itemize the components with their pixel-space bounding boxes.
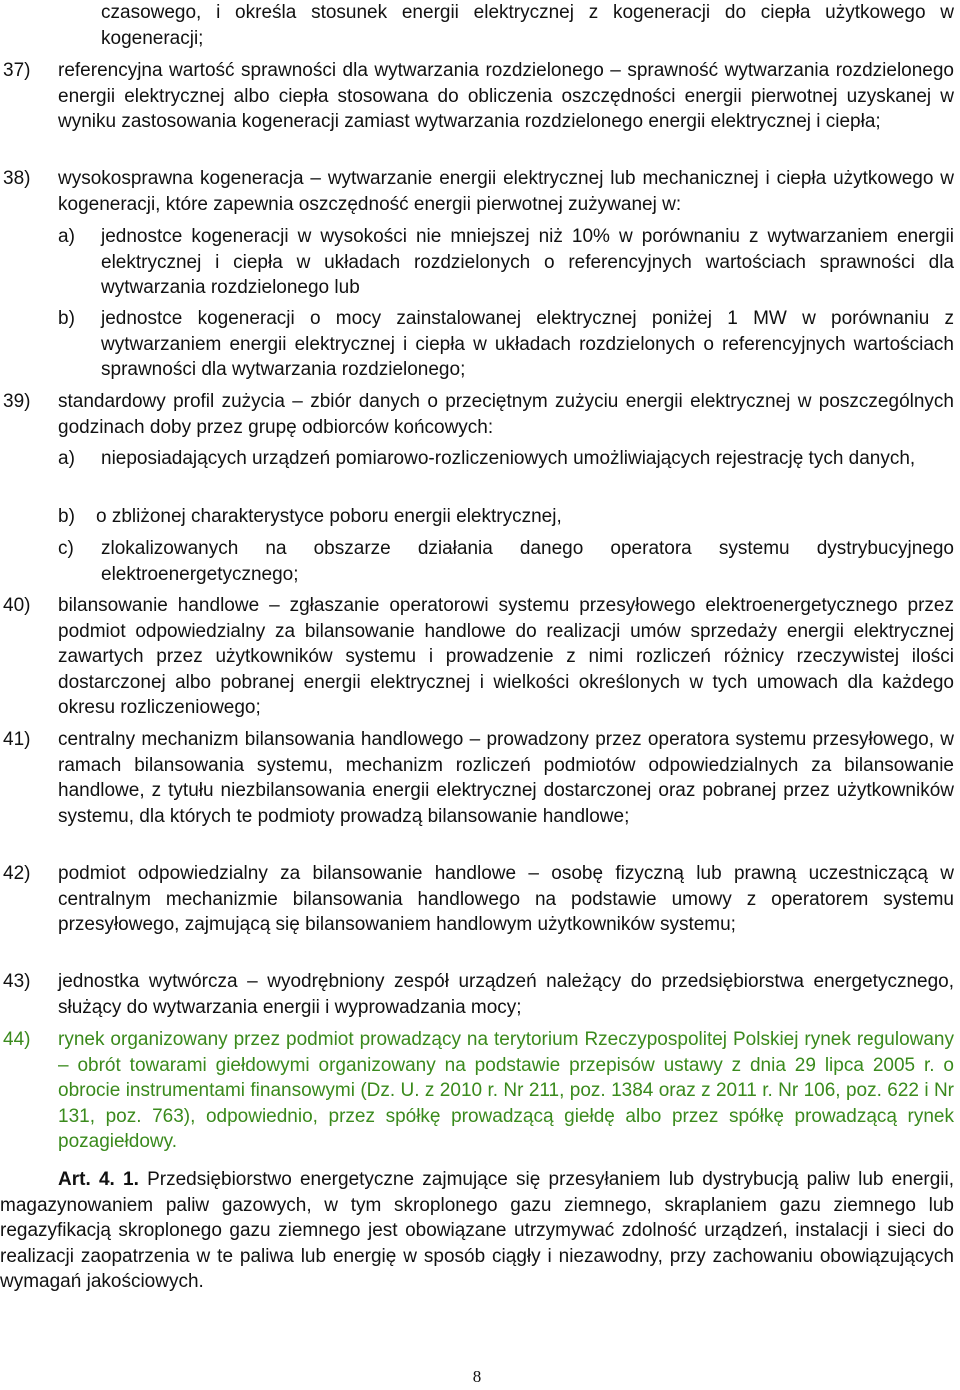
definition-item-44 (0, 1027, 954, 1155)
sub-item-letter: a) (58, 226, 75, 247)
article-4 (0, 1167, 954, 1295)
definition-item-41 (0, 727, 954, 829)
article-text: Przedsiębiorstwo energetyczne zajmujące się przesyłaniem lub dystrybucją paliw lub energii, magazynowaniem paliw gazowych, w tym skroplonego gazu ziemnego, skraplaniem gazu ziemnego lub regazyfikacją skroplonego gazu ziemnego jest obowiązane utrzymywać zdolność urządzeń, instalacji i sieci do realizacji zaopatrzenia w te paliwa lub energię w sposób ciągły i niezawodny, przy zachowaniu obowiązujących wymagań jakościowych. (0, 1169, 954, 1293)
sub-item-text: jednostce kogeneracji w wysokości nie mniejszej niż 10% w porównaniu z wytwarzaniem energii elektrycznej i ciepła w układach rozdzielonych o referencyjnych wartościach sprawności dla wytwarzania rozdzielonego lub (101, 226, 954, 299)
definition-item-42 (0, 861, 954, 938)
definition-item-43 (0, 969, 954, 1020)
definition-item-38 (0, 166, 954, 217)
sub-item-letter: a) (58, 448, 75, 469)
sub-item-38a (58, 224, 954, 301)
sub-item-text: nieposiadających urządzeń pomiarowo-rozliczeniowych umożliwiających rejestrację tych danych, (101, 448, 916, 469)
sub-item-39c (58, 536, 954, 587)
sub-item-39a (58, 446, 954, 472)
item-number: 43) (3, 971, 31, 992)
item-number: 38) (3, 168, 31, 189)
item-text: centralny mechanizm bilansowania handlowego – prowadzony przez operatora systemu przesyłowego, w ramach bilansowania systemu, mechanizm rozliczeń podmiotów odpowiedzialnych za bilansowanie handlowe, z tytułu niezbilansowania energii elektrycznej dostarczonej oraz pobranej przez użytkowników systemu, dla których te podmioty prowadzą bilansowanie handlowe; (58, 729, 954, 827)
continuation-text: czasowego, i określa stosunek energii elektrycznej z kogeneracji do ciepła użytkowego w kogeneracji; (101, 2, 954, 49)
page-number: 8 (472, 1367, 482, 1386)
item-text: podmiot odpowiedzialny za bilansowanie handlowe – osobę fizyczną lub prawną uczestniczącą w centralnym mechanizmie bilansowania handlowego na podstawie umowy z operatorem systemu przesyłowego, zajmującą się bilansowaniem handlowym użytkowników systemu; (58, 863, 954, 936)
item-text: jednostka wytwórcza – wyodrębniony zespół urządzeń należący do przedsiębiorstwa energetycznego, służący do wytwarzania energii i wyprowadzania mocy; (58, 971, 954, 1018)
definition-item-40 (0, 593, 954, 721)
continuation-paragraph (0, 0, 954, 51)
sub-item-39b (58, 504, 954, 530)
item-text: referencyjna wartość sprawności dla wytwarzania rozdzielonego – sprawność wytwarzania rozdzielonego energii elektrycznej albo ciepła stosowana do obliczenia oszczędności energii pierwotnej uzyskanej w wyniku zastosowania kogeneracji zamiast wytwarzania rozdzielonego energii elektrycznej i ciepła; (58, 60, 954, 133)
sub-item-text: jednostce kogeneracji o mocy zainstalowanej elektrycznej poniżej 1 MW w porównaniu z wytwarzaniem energii elektrycznej i ciepła w układach rozdzielonych o referencyjnych wartościach sprawności dla wytwarzania rozdzielonego; (101, 308, 954, 381)
sub-item-letter: c) (58, 538, 74, 559)
item-number: 41) (3, 729, 31, 750)
item-text: rynek organizowany przez podmiot prowadzący na terytorium Rzeczypospolitej Polskiej rynek regulowany – obrót towarami giełdowymi organizowany na podstawie przepisów ustawy z dnia 29 lipca 2005 r. o obrocie instrumentami finansowymi (Dz. U. z 2010 r. Nr 211, poz. 1384 oraz z 2011 r. Nr 106, poz. 622 i Nr 131, poz. 763), odpowiednio, przez spółkę prowadzącą giełdę albo przez spółkę prowadzącą rynek pozagiełdowy. (58, 1029, 954, 1153)
sub-item-text: o zbliżonej charakterystyce poboru energii elektrycznej, (96, 506, 562, 527)
item-text: bilansowanie handlowe – zgłaszanie operatorowi systemu przesyłowego elektroenergetycznego przez podmiot odpowiedzialny za bilansowanie handlowe do realizacji umów sprzedaży energii elektrycznej zawartych przez użytkowników systemu i prowadzenie z nimi rozliczeń różnicy rzeczywistej ilości dostarczonej albo pobranej energii elektrycznej i wielkości określonych w tych umowach dla każdego okresu rozliczeniowego; (58, 595, 954, 719)
sub-item-text: zlokalizowanych na obszarze działania danego operatora systemu dystrybucyjnego elektroenergetycznego; (101, 538, 954, 585)
article-label: Art. 4. 1. (58, 1169, 139, 1190)
article-paragraph (0, 1167, 954, 1295)
item-number: 39) (3, 391, 31, 412)
item-text: wysokosprawna kogeneracja – wytwarzanie energii elektrycznej lub mechanicznej i ciepła użytkowego w kogeneracji, które zapewnia oszczędność energii pierwotnej zużywanej w: (58, 168, 954, 215)
definition-item-39 (0, 389, 954, 440)
item-text: standardowy profil zużycia – zbiór danych o przeciętnym zużyciu energii elektrycznej w poszczególnych godzinach doby przez grupę odbiorców końcowych: (58, 391, 954, 438)
definition-item-37 (0, 58, 954, 135)
item-number: 44) (3, 1029, 31, 1050)
item-number: 37) (3, 60, 31, 81)
sub-item-letter: b) (58, 506, 75, 527)
sub-item-letter: b) (58, 308, 75, 329)
sub-item-38b (58, 306, 954, 383)
item-number: 40) (3, 595, 31, 616)
item-number: 42) (3, 863, 31, 884)
